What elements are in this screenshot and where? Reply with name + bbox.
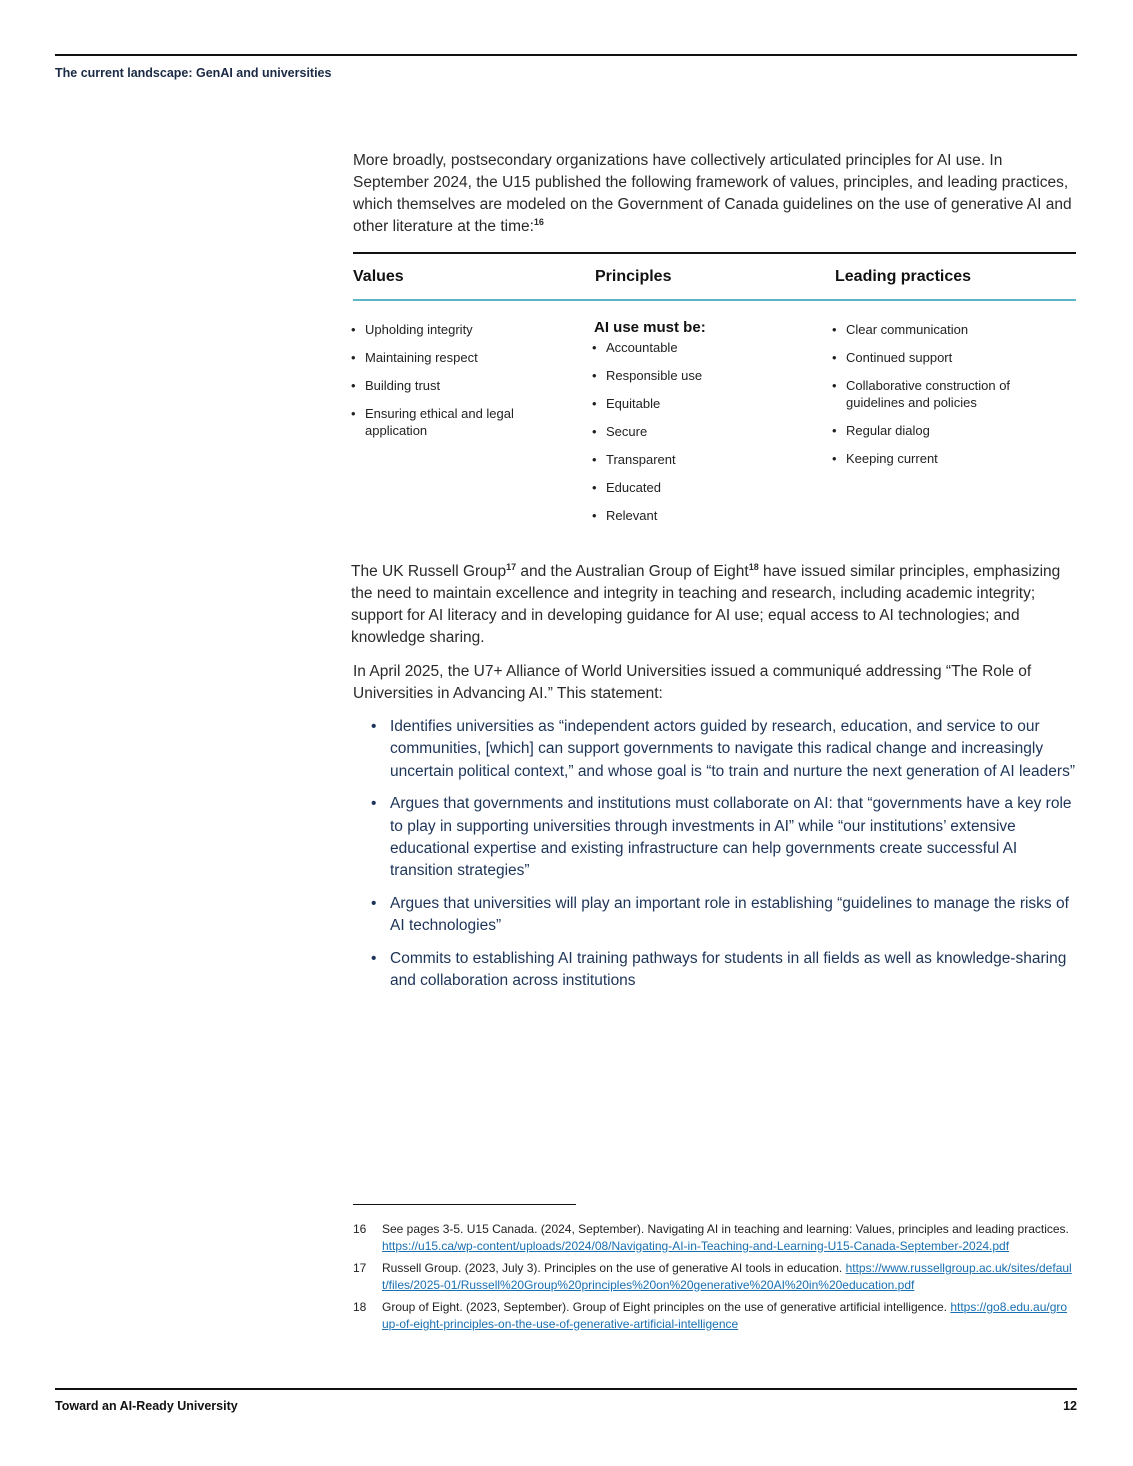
footnote-text: Russell Group. (2023, July 3). Principles on the use of generative AI tools in education. [382,1261,846,1275]
paragraph-2-block [351,561,1079,649]
list-item: • Secure [594,424,794,441]
footnote-17 [353,1260,1073,1293]
list-item: • Commits to establishing AI training pathways for students in all fields as well as knowledge-sharing and collaboration across institutions [353,948,1075,993]
footnote-16 [353,1221,1073,1254]
leading-practices-list [834,322,1034,467]
list-item: • Relevant [594,508,794,525]
principles-column [594,319,794,536]
page-number: 12 [1063,1399,1077,1413]
values-list [353,322,553,439]
header-rule [55,54,1077,56]
principles-list [594,340,794,525]
intro-text: More broadly, postsecondary organizations have collectively articulated principles for AI use. In September 2024, the U15 published the following framework of values, principles, and leading practices, which themselves are modeled on the Government of Canada guidelines on the use of generative AI and other literature at the time: [353,152,1072,235]
footnote-number: 17 [353,1261,367,1275]
footnote-body [382,1260,1073,1293]
footnotes [353,1221,1073,1338]
list-item: • Equitable [594,396,794,413]
footnote-number: 18 [353,1300,367,1314]
statement-points-block [353,716,1075,1003]
list-item: • Identifies universities as “independent actors guided by research, education, and service to our communities, [which] can support governments to navigate this radical change and increasingly uncertain political context,” and whose goal is “to train and nurture the next generation of AI leaders” [353,716,1075,783]
paragraph-2-text: and the Australian Group of Eight [516,563,749,580]
statement-points-list [353,716,1075,993]
footnote-ref-17[interactable]: 17 [506,562,517,572]
footer-rule [55,1388,1077,1390]
intro-paragraph [353,150,1077,238]
list-item: • Argues that universities will play an important role in establishing “guidelines to manage the risks of AI technologies” [353,893,1075,938]
column-header-leading-practices: Leading practices [835,267,972,285]
footnote-text: Group of Eight. (2023, September). Group of Eight principles on the use of generative artificial intelligence. [382,1300,951,1314]
footnote-body [382,1221,1073,1254]
footnote-link[interactable]: https://go8.edu.au/group-of-eight-principles-on-the-use-of-generative-artificial-intelligence [382,1300,1068,1331]
column-header-principles: Principles [595,267,672,285]
list-item: • Transparent [594,452,794,469]
list-item: • Clear communication [834,322,1034,339]
column-header-values: Values [353,267,404,285]
framework-table [353,252,1076,541]
list-item: • Regular dialog [834,423,1034,440]
footnote-ref-18[interactable]: 18 [748,562,759,572]
paragraph-3-block [353,661,1043,705]
table-body [353,301,1076,541]
footnote-18 [353,1299,1073,1332]
footnote-link[interactable]: https://www.russellgroup.ac.uk/sites/default/files/2025-01/Russell%20Group%20principles%20on%20generative%20AI%20in%20education.pdf [382,1261,1072,1292]
list-item: • Collaborative construction of guidelines and policies [834,378,1034,411]
section-title: The current landscape: GenAI and universities [55,66,332,80]
paragraph-2-text: have issued similar principles, emphasizing the need to maintain excellence and integrity in teaching and research, including academic integrity; support for AI literacy and in developing guidance for AI use; equal access to AI technologies; and knowledge sharing. [351,563,1061,646]
list-item: • Maintaining respect [353,350,553,367]
list-item: • Keeping current [834,451,1034,468]
footnote-link[interactable]: https://u15.ca/wp-content/uploads/2024/08/Navigating-AI-in-Teaching-and-Learning-U15-Canada-September-2024.pdf [382,1238,1010,1253]
paragraph-3: In April 2025, the U7+ Alliance of World Universities issued a communiqué addressing “The Role of Universities in Advancing AI.” This statement: [353,663,1032,702]
list-item: • Ensuring ethical and legal application [353,406,553,439]
principles-heading: AI use must be: [594,319,706,336]
table-header-row [353,254,1076,299]
values-column [353,322,553,451]
intro-paragraph-block [353,150,1077,238]
document-title: Toward an AI-Ready University [55,1399,238,1413]
list-item: • Argues that governments and institutions must collaborate on AI: that “governments have a key role to play in supporting universities through investments in AI” while “our institutions’ extensive educational expertise and existing infrastructure can help governments create successful AI transition strategies” [353,793,1075,882]
list-item: • Continued support [834,350,1034,367]
footnote-body [382,1299,1073,1332]
list-item: • Educated [594,480,794,497]
paragraph-2-text: The UK Russell Group [351,563,507,580]
list-item: • Upholding integrity [353,322,553,339]
footnote-text: See pages 3-5. U15 Canada. (2024, September). Navigating AI in teaching and learning: Values, principles and leading practices. [382,1222,1069,1236]
paragraph-2 [351,561,1079,649]
footnote-number: 16 [353,1222,367,1236]
leading-practices-column [834,322,1034,479]
footnote-divider [353,1204,576,1205]
list-item: • Building trust [353,378,553,395]
list-item: • Accountable [594,340,794,357]
footnote-ref-16[interactable]: 16 [533,217,544,227]
list-item: • Responsible use [594,368,794,385]
